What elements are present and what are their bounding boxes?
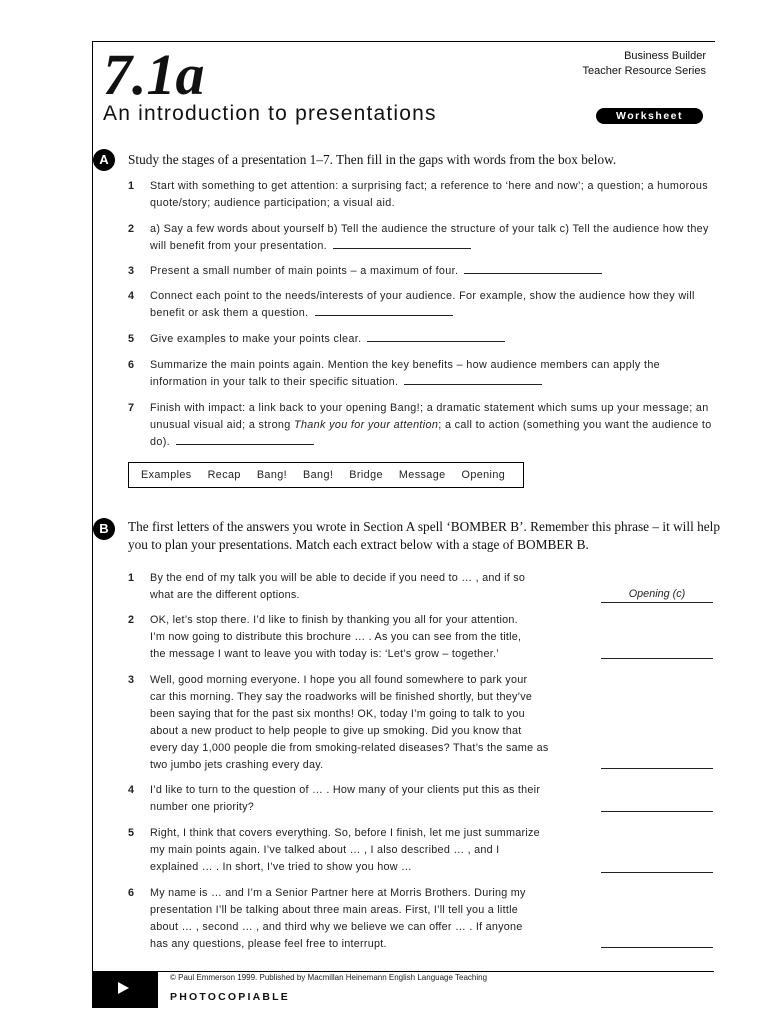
extract-item [128,782,598,816]
extract-line: I’d like to turn to the question of … . How many of your clients put this as their [150,784,541,796]
extract-line: two jumbo jets crashing every day. [150,759,324,771]
answer-blank[interactable] [404,374,542,385]
extract-item [128,570,598,604]
extract-item [128,825,598,876]
word-box-item: Bridge [349,469,383,481]
section-a-instructions: Study the stages of a presentation 1–7. Then fill in the gaps with words from the box below. [128,152,617,167]
item-text-wrap [150,221,718,255]
series-line-1: Business Builder [624,50,706,62]
word-box-item: Bang! [303,469,334,481]
list-item [128,178,718,212]
extract-line: Well, good morning everyone. I hope you all found somewhere to park your [150,674,528,686]
answer-blank[interactable] [315,305,453,316]
extract-line: presentation I’ll be talking about three main areas. First, I’ll tell you a little [150,904,518,916]
worksheet-number: 7.1a [103,42,205,107]
section-b-badge: B [93,518,115,540]
extract-line: explained … . In short, I’ve tried to show you how … [150,861,413,873]
item-text-wrap [150,288,718,322]
item-text-wrap [150,400,718,451]
item-text: Give examples to make your points clear. [150,333,362,345]
extract-line: Right, I think that covers everything. So, before I finish, let me just summarize [150,827,540,839]
extract-item [128,885,598,953]
item-text-part: Finish with impact: a link back to your opening Bang!; a dramatic statement which sums up your message; an unusual visual aid; a strong [150,402,709,431]
item-text: Summarize the main points again. Mention the key benefits – how audience members can apply the information in your talk to their specific situation. [150,359,661,388]
word-box [128,462,524,488]
item-text-wrap [150,357,718,391]
item-number: 3 [128,265,135,277]
word-box-item: Message [398,469,446,481]
extract-text [150,885,598,953]
list-item [128,357,718,391]
series-info [582,49,706,79]
section-a-badge: A [93,149,115,171]
item-number: 2 [128,614,135,626]
extract-line: By the end of my talk you will be able to decide if you need to … , and if so [150,572,526,584]
answer-field[interactable] [601,642,713,659]
item-number: 1 [128,572,135,584]
item-number: 2 [128,223,135,235]
extract-text [150,672,598,774]
item-text: a) Say a few words about yourself b) Tell the audience the structure of your talk c) Tell the audience how they will benefit from your presentation. [150,223,709,252]
word-box-item: Examples [141,469,192,481]
extract-line: has any questions, please feel free to interrupt. [150,938,387,950]
item-number: 5 [128,827,135,839]
item-number: 6 [128,359,135,371]
extract-line: the message I want to leave you with today is: ‘Let’s grow – together.’ [150,648,499,660]
extract-line: I’m now going to distribute this brochure … . As you can see from the title, [150,631,522,643]
item-number: 1 [128,180,135,192]
extract-line: my main points again. I’ve talked about … , I also described … , and I [150,844,500,856]
item-text: Present a small number of main points – a maximum of four. [150,265,459,277]
word-box-item: Opening [461,469,506,481]
list-item [128,221,718,255]
extract-line: every day 1,000 people die from smoking-related diseases? That’s the same as [150,742,549,754]
extract-text [150,612,598,663]
item-number: 7 [128,402,135,414]
item-number: 4 [128,784,135,796]
item-number: 3 [128,674,135,686]
extract-line: what are the different options. [150,589,300,601]
item-number: 5 [128,333,135,345]
copyright-notice: © Paul Emmerson 1999. Published by Macmillan Heinemann English Language Teaching [170,973,488,982]
answer-blank[interactable] [367,331,505,342]
page-title: An introduction to presentations [103,102,437,125]
item-text: Connect each point to the needs/interests of your audience. For example, show the audience how they will benefit or ask them a question. [150,290,695,319]
photocopiable-label: PHOTOCOPIABLE [170,991,290,1003]
extract-item [128,612,598,663]
answer-field[interactable] [601,795,713,812]
series-line-2: Teacher Resource Series [582,65,706,77]
extract-line: car this morning. They say the roadworks will be finished shortly, but they’ve [150,691,533,703]
answer-field[interactable]: Opening (c) [601,586,713,603]
answer-blank[interactable] [176,434,314,445]
list-item [128,331,718,348]
item-text-wrap [150,331,718,348]
word-box-item: Bang! [256,469,288,481]
answer-blank[interactable] [464,263,602,274]
list-item [128,288,718,322]
item-text: Start with something to get attention: a surprising fact; a reference to ‘here and now’; a question; a humorous quote/story; audience participation; a visual aid. [150,180,708,209]
item-text-wrap [150,263,718,280]
answer-field[interactable] [601,856,713,873]
extract-line: My name is … and I’m a Senior Partner here at Morris Brothers. During my [150,887,526,899]
item-number: 6 [128,887,135,899]
answer-blank[interactable] [333,238,471,249]
play-icon [118,982,129,994]
list-item [128,400,718,451]
section-b-instructions: The first letters of the answers you wrote in Section A spell ‘BOMBER B’. Remember this phrase – it will help you to plan your presentations. Match each extract below with a stage of BOMBER B. [128,519,720,552]
extract-line: about … , second … , and third why we believe we can offer … . If anyone [150,921,523,933]
list-item [128,263,718,280]
word-box-item: Recap [207,469,241,481]
extract-line: about a new product to help people to give up smoking. Did you know that [150,725,522,737]
answer-field[interactable] [601,931,713,948]
extract-text [150,570,598,604]
extract-text [150,825,598,876]
item-text-italic: Thank you for your attention [294,419,439,431]
extract-text [150,782,598,816]
worksheet-badge: Worksheet [596,108,703,124]
item-number: 4 [128,290,135,302]
extract-line: number one priority? [150,801,255,813]
extract-line: OK, let’s stop there. I’d like to finish by thanking you all for your attention. [150,614,518,626]
item-text-part: ; a call to action (something you want the audience to do). [150,419,712,448]
answer-field[interactable] [601,752,713,769]
extract-item [128,672,598,774]
extract-line: been saying that for the past six months! OK, today I’m going to talk to you [150,708,525,720]
